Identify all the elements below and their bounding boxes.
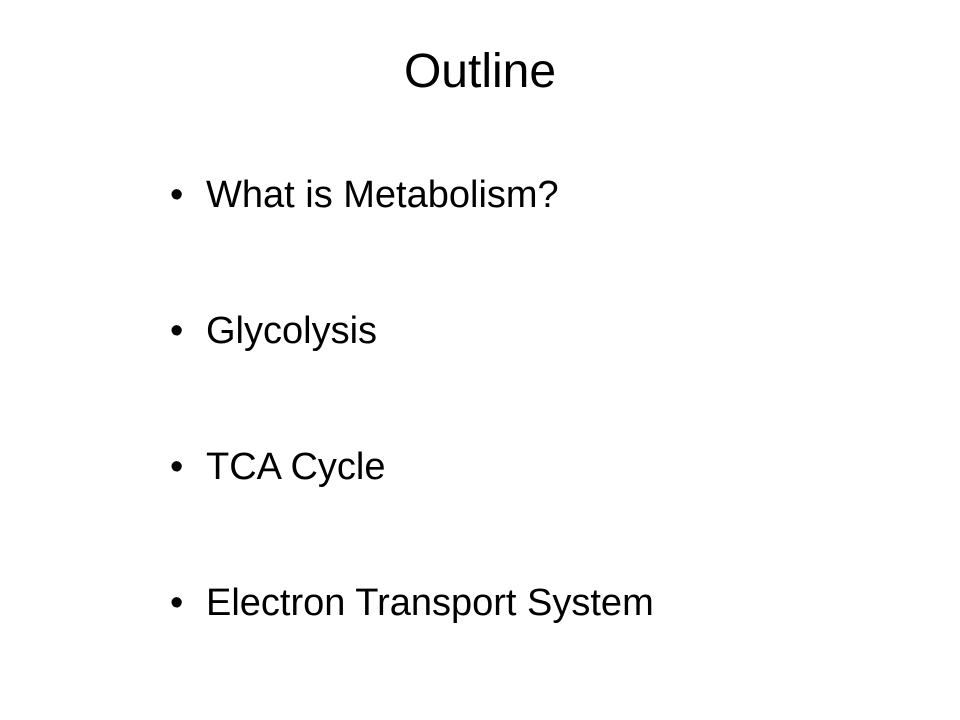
outline-item-electron-transport xyxy=(170,573,654,709)
outline-item-tca-cycle xyxy=(170,437,654,573)
outline-list xyxy=(170,165,654,709)
bullet-icon: • xyxy=(170,446,184,488)
outline-item-metabolism xyxy=(170,165,654,301)
slide-title: Outline xyxy=(403,45,557,98)
outline-item-label: Electron Transport System xyxy=(206,582,654,624)
bullet-icon: • xyxy=(170,174,184,216)
bullet-icon: • xyxy=(170,310,184,352)
bullet-icon: • xyxy=(170,582,184,624)
outline-item-glycolysis xyxy=(170,301,654,437)
outline-item-label: What is Metabolism? xyxy=(206,174,559,216)
outline-item-label: Glycolysis xyxy=(206,310,378,352)
outline-item-label: TCA Cycle xyxy=(206,446,386,488)
